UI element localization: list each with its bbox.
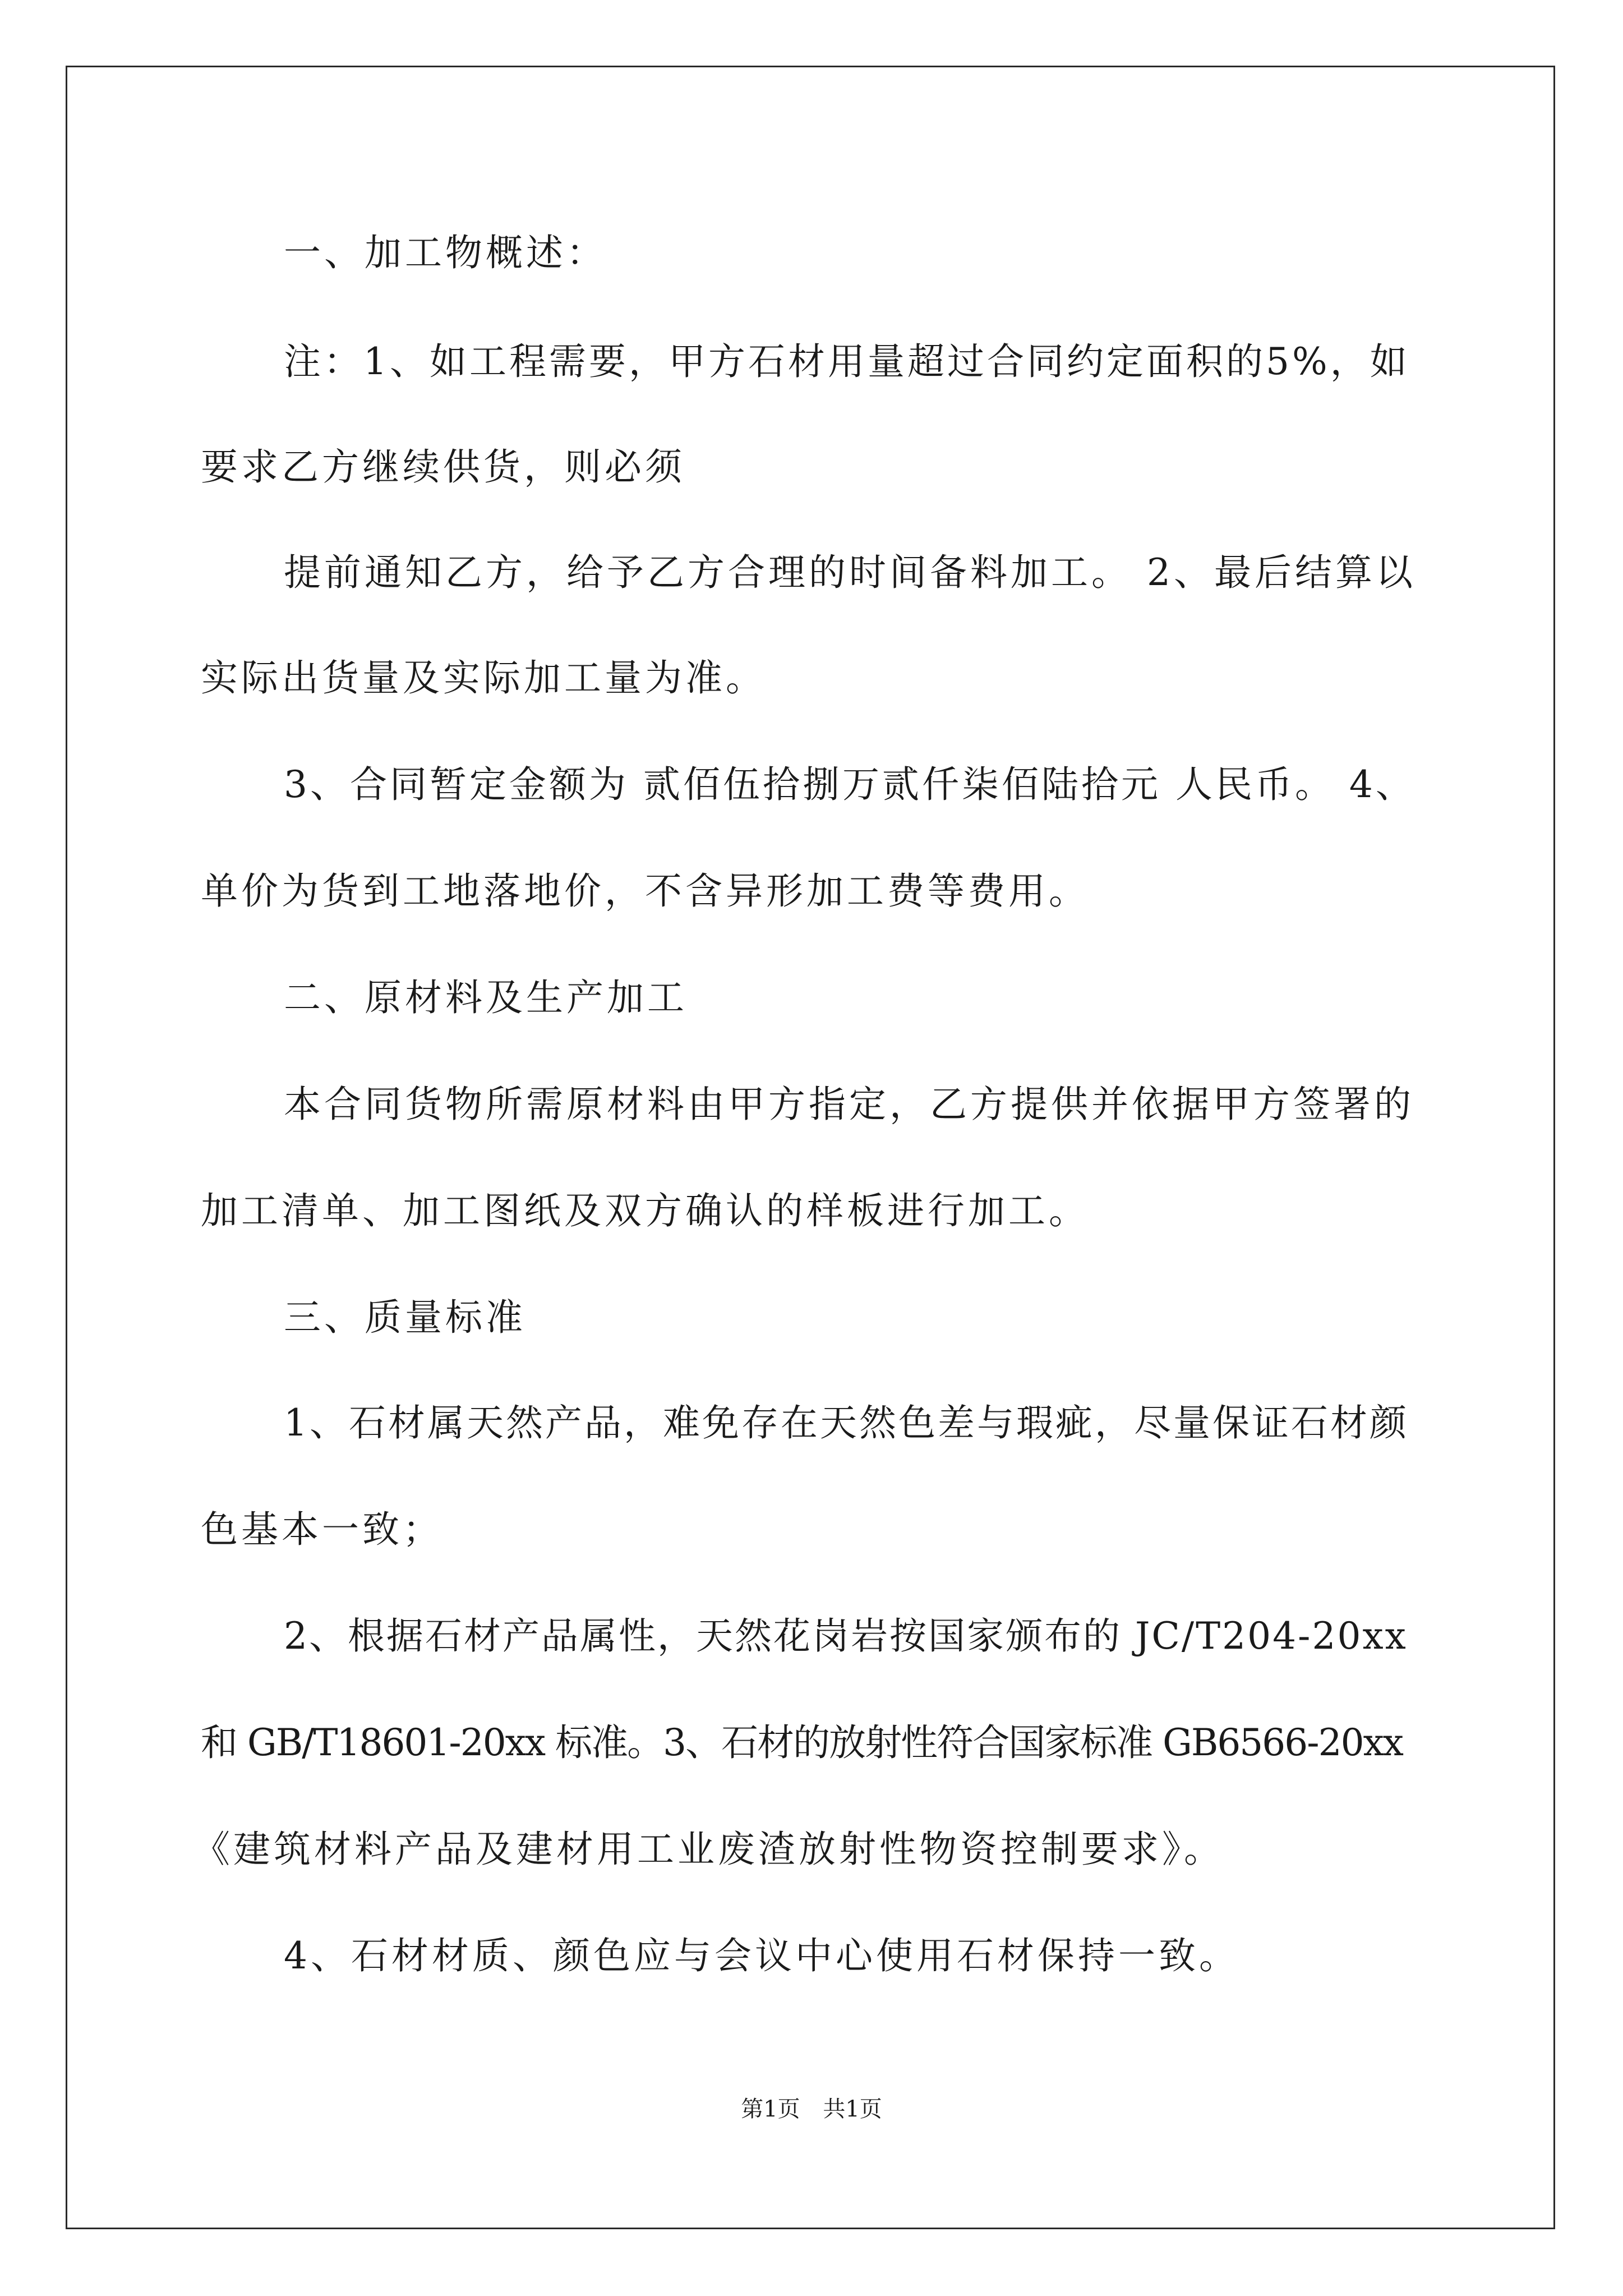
paragraph-line: 加工清单、加工图纸及双方确认的样板进行加工。 <box>201 1189 1089 1232</box>
paragraph-line: 实际出货量及实际加工量为准。 <box>201 656 766 700</box>
paragraph-line: 注：1、如工程需要，甲方石材用量超过合同约定面积的5%，如 <box>284 340 1410 383</box>
page-total: 共1页 <box>823 2096 882 2122</box>
paragraph-line: 4、石材材质、颜色应与会议中心使用石材保持一致。 <box>284 1934 1239 1977</box>
paragraph-line: 1、石材属天然产品，难免存在天然色差与瑕疵，尽量保证石材颜 <box>284 1401 1409 1444</box>
section-heading-1: 一、加工物概述： <box>284 231 607 274</box>
paragraph-line: 要求乙方继续供货，则必须 <box>201 445 685 489</box>
page-number: 第1页 <box>741 2096 800 2122</box>
page-border <box>66 66 1555 2229</box>
paragraph-line: 本合同货物所需原材料由甲方指定，乙方提供并依据甲方签署的 <box>284 1083 1414 1126</box>
section-heading-3: 三、质量标准 <box>284 1296 526 1339</box>
paragraph-line: 提前通知乙方，给予乙方合理的时间备料加工。 2、最后结算以 <box>284 551 1416 594</box>
paragraph-line: 《建筑材料产品及建材用工业废渣放射性物资控制要求》。 <box>193 1828 1224 1871</box>
paragraph-line: 单价为货到工地落地价，不含异形加工费等费用。 <box>201 869 1089 913</box>
paragraph-line: 3、合同暂定金额为 贰佰伍拾捌万贰仟柒佰陆拾元 人民币。 4、 <box>284 763 1415 806</box>
section-heading-2: 二、原材料及生产加工 <box>284 976 688 1019</box>
paragraph-line: 和 GB/T18601-20xx 标准。3、石材的放射性符合国家标准 GB6566-20xx <box>201 1721 1403 1764</box>
paragraph-line: 色基本一致； <box>201 1508 443 1551</box>
page-footer <box>0 2091 1623 2123</box>
paragraph-line: 2、根据石材产品属性，天然花岗岩按国家颁布的 JC/T204-20xx <box>284 1614 1408 1658</box>
